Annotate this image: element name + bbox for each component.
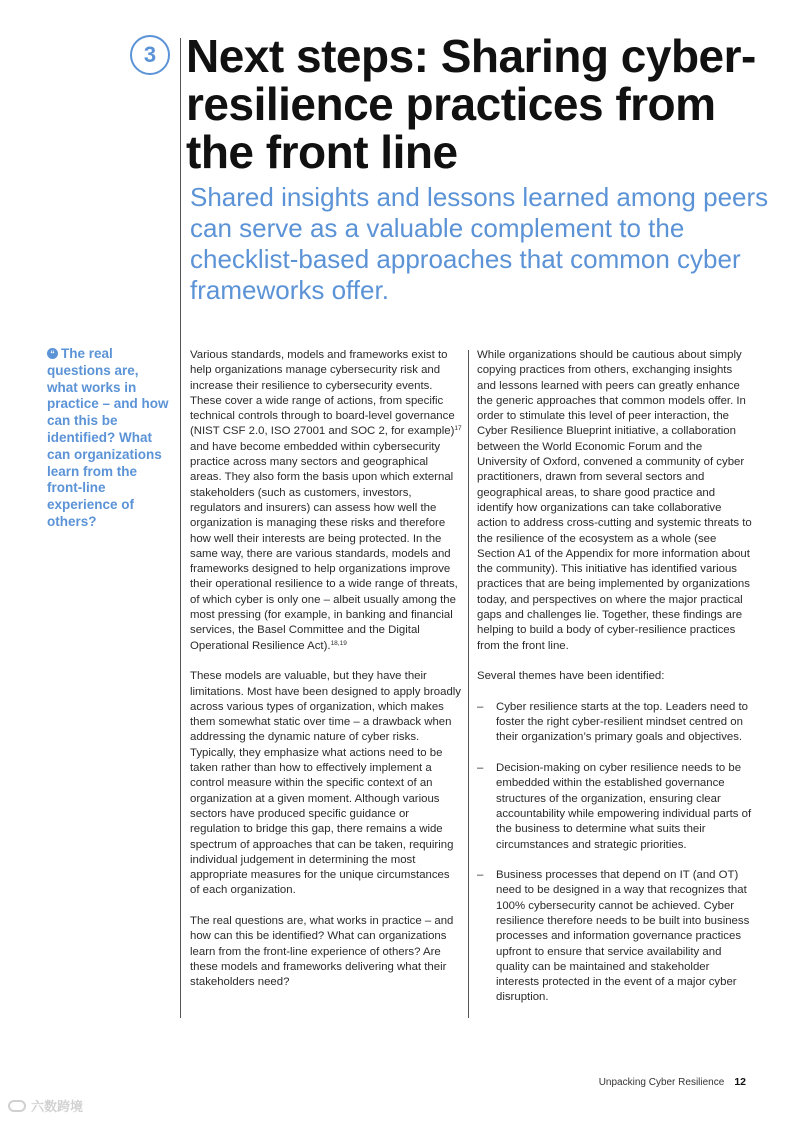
footnote-ref: 18,19 <box>330 639 347 647</box>
footnote-ref: 17 <box>454 425 462 433</box>
list-item-text: Cyber resilience starts at the top. Leaders need to foster the right cyber-resilient mindset centred on their organization’s primary goals and objectives. <box>496 700 749 744</box>
dash-bullet: – <box>477 700 484 713</box>
page-footer <box>599 1076 746 1088</box>
page-subtitle: Shared insights and lessons learned among peers can serve as a valuable complement to the checklist-based approaches that common cyber frameworks offer. <box>190 182 769 305</box>
page-number: 12 <box>734 1076 746 1088</box>
section-number: 3 <box>143 42 157 67</box>
paragraph: These models are valuable, but they have their limitations. Most have been designed to apply broadly across various types of organization, which makes them somewhat static over time – a drawback when addressing the dynamic nature of cyber risks. Typically, they emphasize what actions need to be taken rather than how to effectively implement a control measure within the specific context of an organization at a given moment. Although various sectors have produced specific guidance or regulation to bridge this gap, there remains a wide spectrum of approaches that can be taken, requiring individual judgement in determining the most appropriate measures for the unique circumstances of each organization. <box>190 670 462 897</box>
page-title: Next steps: Sharing cyber-resilience practices from the front line <box>186 30 756 178</box>
body-column-left <box>190 348 462 1006</box>
left-divider <box>180 38 181 1018</box>
list-item <box>477 868 752 1006</box>
quote-icon: “ <box>47 348 58 359</box>
watermark-logo-icon <box>8 1100 26 1112</box>
themes-list <box>477 700 752 1006</box>
paragraph: The real questions are, what works in practice – and how can this be identified? What can organizations learn from the front-line experience of others? Are these models and frameworks delivering what their stakeholders need? <box>190 914 454 989</box>
watermark-text: 六数跨境 <box>31 1099 84 1114</box>
list-item <box>477 761 752 853</box>
themes-intro: Several themes have been identified: <box>477 670 665 683</box>
paragraph-text: Various standards, models and frameworks exist to help organizations manage cybersecurity risk and increase their resilience to cybersecurity events. These cover a wide range of actions, from specific technical controls through to board-level governance (NIST CSF 2.0, ISO 27001 and SOC 2, for example) <box>190 349 455 438</box>
dash-bullet: – <box>477 869 484 882</box>
paragraph-text: and have become embedded within cybersecurity practice across many sectors and geographical areas. They also form the basis upon which external stakeholders (such as customers, investors, regulators and insurers) can assess how well the organization is managing these risks and therefore how well their interests are being protected. In the same way, there are various standards, models and frameworks designed to help organizations improve their operational resilience to a wide range of threats, of which cyber is only one – albeit usually among the most pressing (for example, in banking and financial services, the Basel Committee and the Digital Operational Resilience Act). <box>190 440 458 652</box>
pull-quote-text: The real questions are, what works in practice – and how can this be identified? What can organizations learn from the front-line experience of others? <box>47 346 169 529</box>
watermark <box>8 1096 83 1115</box>
list-item-text: Decision-making on cyber resilience needs to be embedded within the established governance structures of the organization, ensuring clear accountability while empowering individual parts of the business to determine what suits their circumstances and strategic priorities. <box>496 762 752 851</box>
pull-quote <box>47 346 172 531</box>
publication-title: Unpacking Cyber Resilience <box>598 1077 725 1088</box>
list-item <box>477 700 752 746</box>
paragraph: While organizations should be cautious about simply copying practices from others, exchanging insights and lessons learned with peers can greatly enhance the generic approaches that common models offer. In order to stimulate this level of peer interaction, the Cyber Resilience Blueprint initiative, a collaboration between the World Economic Forum and the University of Oxford, convened a community of cyber practitioners, drawn from several sectors and geographical areas, to share good practice and identify how organizations can take collaborative action to address cross-cutting and systemic threats to the resilience of the ecosystem as a whole (see Section A1 of the Appendix for more information about the community). This initiative has identified various practices that are being implemented by organizations today, and perspectives on where the major practical gaps and challenges lie. Together, these findings are helping to build a body of cyber-resilience practices from the front line. <box>477 349 752 652</box>
dash-bullet: – <box>477 762 484 775</box>
body-column-right <box>477 348 752 1021</box>
column-divider <box>468 350 469 1018</box>
list-item-text: Business processes that depend on IT (and OT) need to be designed in a way that recognizes that 100% cybersecurity cannot be achieved. Cyber resilience therefore needs to be built into business processes and information governance practices upfront to ensure that service availability and quality can be maintained and stakeholder interests protected in the event of a major cyber disruption. <box>496 869 750 1004</box>
paragraph <box>190 348 462 654</box>
section-number-badge <box>130 35 170 75</box>
